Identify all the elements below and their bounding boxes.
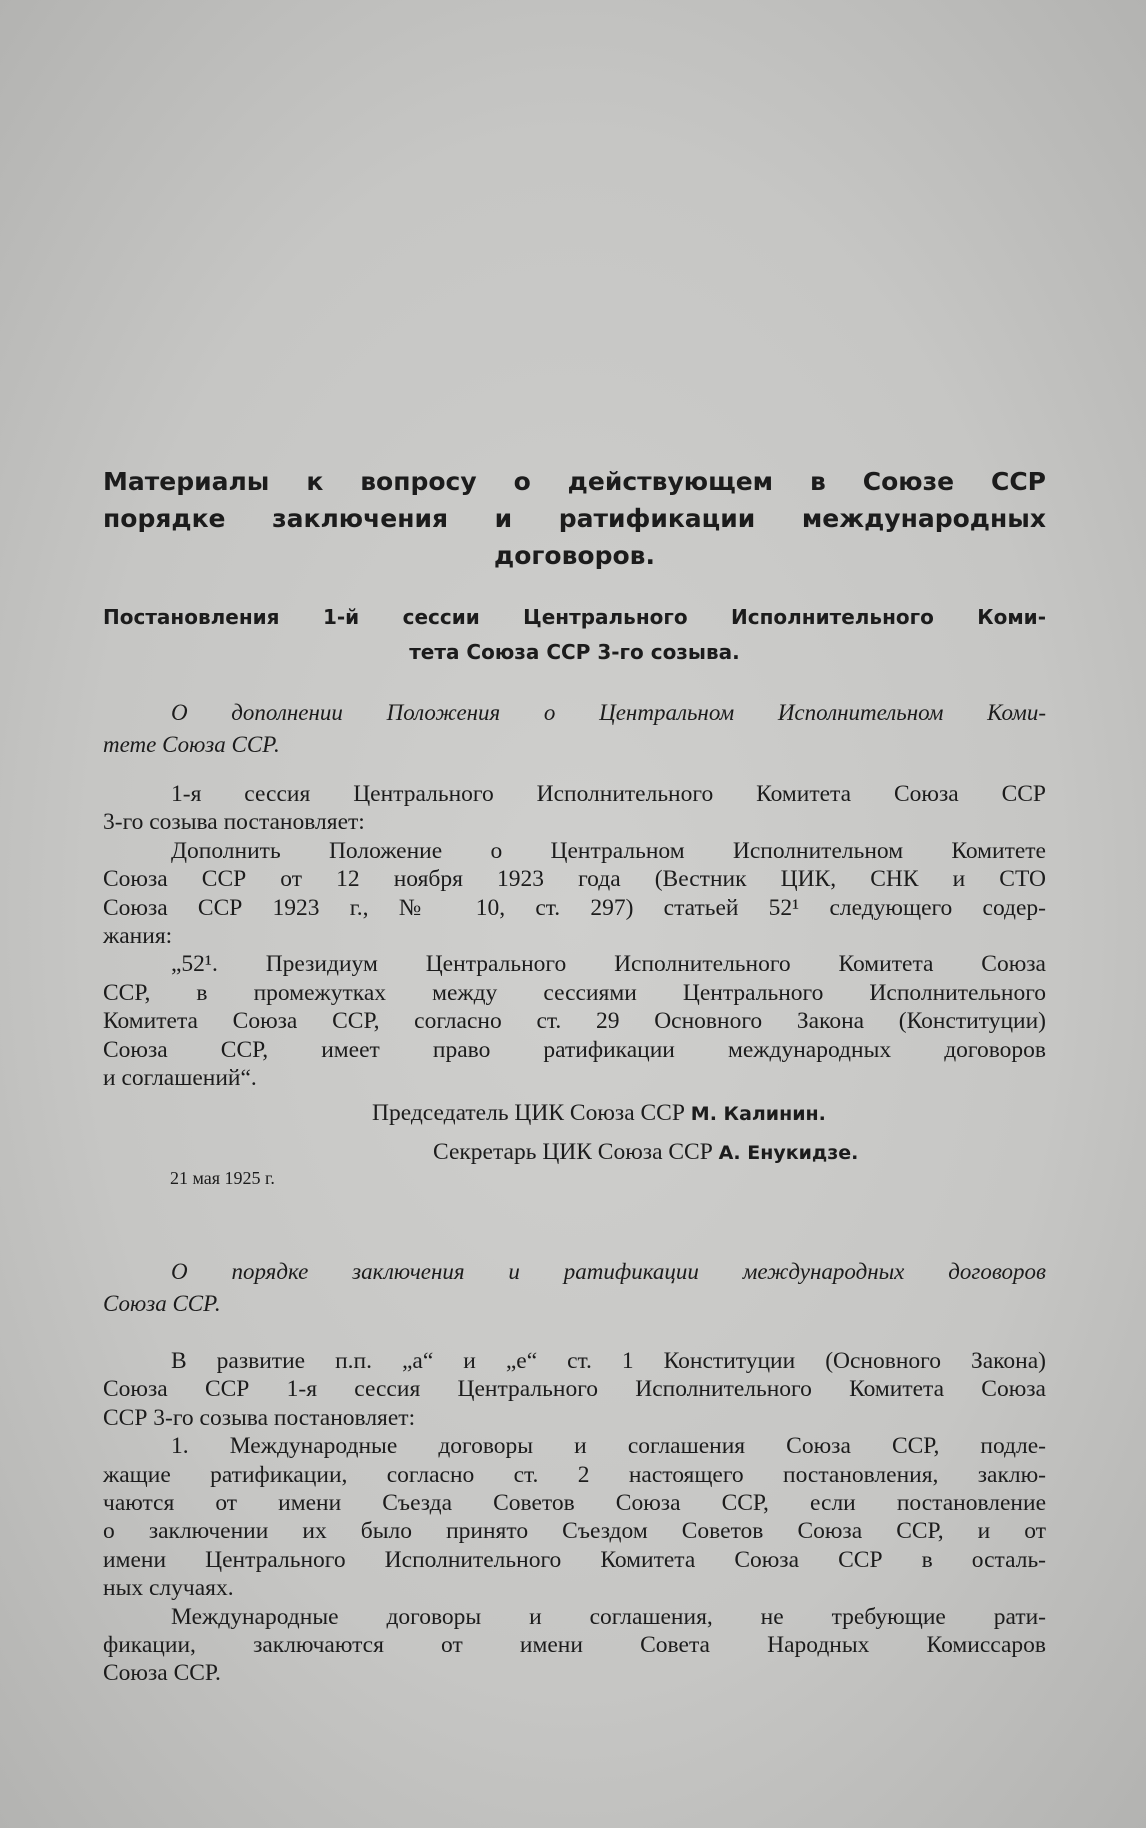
body-line: Комитета Союза ССР, согласно ст. 29 Основного Закона (Конституции) bbox=[103, 1008, 1046, 1035]
body-line: 1. Международные договоры и соглашения Союза ССР, подле- bbox=[171, 1433, 1046, 1460]
section1-body bbox=[103, 780, 1046, 1092]
title-line: Материалы к вопросу о действующем в Союзе ССР bbox=[103, 467, 1046, 496]
heading-line: О порядке заключения и ратификации международных договоров bbox=[171, 1259, 1046, 1284]
body-line: Международные договоры и соглашения, не требующие рати- bbox=[171, 1603, 1046, 1630]
body-line: ССР 3-го созыва постановляет: bbox=[103, 1404, 416, 1431]
body-line: жания: bbox=[103, 922, 173, 949]
body-line: 1-я сессия Центрального Исполнительного Комитета Союза ССР bbox=[171, 781, 1046, 807]
body-line: ных случаях. bbox=[103, 1575, 234, 1602]
title-line: порядке заключения и ратификации международных bbox=[103, 504, 1046, 533]
heading-line: Союза ССР. bbox=[103, 1291, 221, 1316]
body-line: ССР, в промежутках между сессиями Центрального Исполнительного bbox=[103, 979, 1046, 1006]
body-line: Союза ССР. bbox=[103, 1660, 221, 1687]
secretary-title: Секретарь ЦИК Союза ССР bbox=[433, 1139, 713, 1165]
body-line: имени Центрального Исполнительного Комитета Союза ССР в осталь- bbox=[103, 1546, 1046, 1573]
chairman-name: М. Калинин. bbox=[690, 1103, 826, 1125]
subtitle-line: Постановления 1-й сессии Центрального Исполнительного Коми- bbox=[103, 605, 1046, 629]
secretary-name: А. Енукидзе. bbox=[718, 1142, 859, 1164]
chairman-title: Председатель ЦИК Союза ССР bbox=[372, 1100, 685, 1126]
heading-line: О дополнении Положения о Центральном Исполнительном Коми- bbox=[171, 700, 1046, 725]
document-title bbox=[103, 463, 1046, 574]
body-line: „52¹. Президиум Центрального Исполнительного Комитета Союза bbox=[171, 951, 1046, 978]
title-line: договоров. bbox=[494, 541, 655, 570]
heading-line: тете Союза ССР. bbox=[103, 732, 280, 757]
body-line: жащие ратификации, согласно ст. 2 настоящего постановления, заклю- bbox=[103, 1461, 1046, 1488]
body-line: В развитие п.п. „а“ и „е“ ст. 1 Конституции (Основного Закона) bbox=[171, 1348, 1046, 1374]
document-date: 21 мая 1925 г. bbox=[170, 1168, 275, 1188]
secretary-signature bbox=[433, 1139, 858, 1166]
body-line: о заключении их было принято Съездом Советов Союза ССР, и от bbox=[103, 1518, 1046, 1545]
chairman-signature bbox=[372, 1100, 826, 1127]
body-line: Союза ССР 1923 г., № 10, ст. 297) статьей 52¹ следующего содер- bbox=[103, 894, 1046, 921]
document-subtitle bbox=[103, 600, 1046, 670]
body-line: Союза ССР, имеет право ратификации международных договоров bbox=[103, 1036, 1046, 1063]
section1-heading bbox=[103, 697, 1046, 761]
body-line: и соглашений“. bbox=[103, 1064, 257, 1091]
subtitle-line: тета Союза ССР 3-го созыва. bbox=[409, 640, 740, 664]
body-line: Дополнить Положение о Центральном Исполнительном Комитете bbox=[171, 837, 1046, 864]
body-line: Союза ССР 1-я сессия Центрального Исполнительного Комитета Союза bbox=[103, 1376, 1046, 1403]
body-line: 3-го созыва постановляет: bbox=[103, 809, 365, 836]
section2-body bbox=[103, 1347, 1046, 1688]
section2-heading bbox=[103, 1256, 1046, 1320]
body-line: чаются от имени Съезда Советов Союза ССР, если постановление bbox=[103, 1489, 1046, 1516]
body-line: фикации, заключаются от имени Совета Народных Комиссаров bbox=[103, 1631, 1046, 1658]
body-line: Союза ССР от 12 ноября 1923 года (Вестник ЦИК, СНК и СТО bbox=[103, 866, 1046, 893]
